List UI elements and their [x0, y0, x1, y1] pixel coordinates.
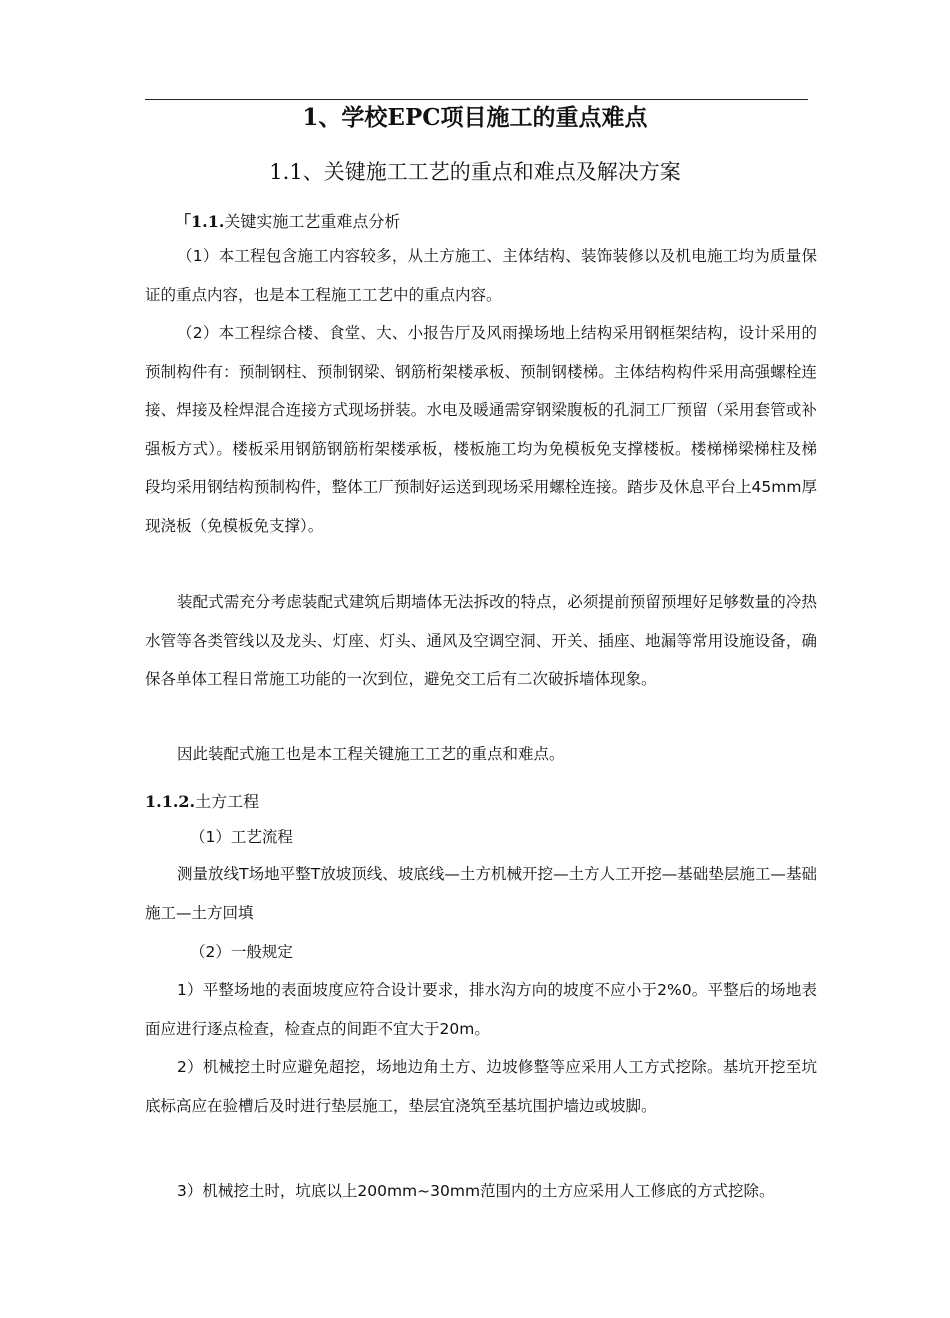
rule-3: 3）机械挖土时，坑底以上200mm~30mm范围内的土方应采用人工修底的方式挖除。 — [177, 1182, 775, 1200]
rule-1: 1）平整场地的表面坡度应符合设计要求，排水沟方向的坡度不应小于2%0。平整后的场地表面应进行逐点检查，检查点的间距不宜大于20m。 — [145, 981, 817, 1038]
subsection-number-2: 1.1.2. — [145, 792, 196, 811]
subsection-heading-1 — [175, 211, 400, 233]
item-label-2: （2）一般规定 — [190, 943, 293, 961]
item-label-1: （1）工艺流程 — [190, 828, 293, 846]
subsection-title-2: 土方工程 — [195, 792, 260, 811]
paragraph-4: 因此装配式施工也是本工程关键施工工艺的重点和难点。 — [177, 745, 565, 763]
paragraph-3: 装配式需充分考虑装配式建筑后期墙体无法拆改的特点，必须提前预留预埋好足够数量的冷热水管等各类管线以及龙头、灯座、灯头、通风及空调空洞、开关、插座、地漏等常用设施设备，确保各单体工程日常施工功能的一次到位，避免交工后有二次破拆墙体现象。 — [145, 593, 817, 688]
paragraph-2: （2）本工程综合楼、食堂、大、小报告厅及风雨操场地上结构采用钢框架结构，设计采用的预制构件有：预制钢柱、预制钢梁、钢筋桁架楼承板、预制钢楼梯。主体结构构件采用高强螺栓连接、焊接及栓焊混合连接方式现场拼装。水电及暖通需穿钢梁腹板的孔洞工厂预留（采用套管或补强板方式）。楼板采用钢筋钢筋桁架楼承板，楼板施工均为免模板免支撑楼板。楼梯梯梁梯柱及梯段均采用钢结构预制构件，整体工厂预制好运送到现场采用螺栓连接。踏步及休息平台上45mm厚现浇板（免模板免支撑）。 — [145, 324, 817, 535]
page-title: 1、学校EPC项目施工的重点难点 — [302, 104, 648, 131]
subsection-heading-2 — [145, 791, 259, 813]
subsection-number-1: 「1.1. — [175, 212, 225, 231]
paragraph-1: （1）本工程包含施工内容较多，从土方施工、主体结构、装饰装修以及机电施工均为质量保证的重点内容，也是本工程施工工艺中的重点内容。 — [145, 247, 817, 304]
section-heading: 1.1、关键施工工艺的重点和难点及解决方案 — [269, 160, 681, 184]
rule-2: 2）机械挖土时应避免超挖，场地边角土方、边坡修整等应采用人工方式挖除。基坑开挖至坑底标高应在验槽后及时进行垫层施工，垫层宜浇筑至基坑围护墙边或坡脚。 — [145, 1058, 817, 1115]
subsection-title-1: 关键实施工艺重难点分析 — [224, 212, 401, 231]
process-flow: 测量放线T场地平整T放坡顶线、坡底线—土方机械开挖—土方人工开挖—基础垫层施工—基础施工—土方回填 — [145, 865, 817, 922]
header-rule — [145, 99, 808, 100]
